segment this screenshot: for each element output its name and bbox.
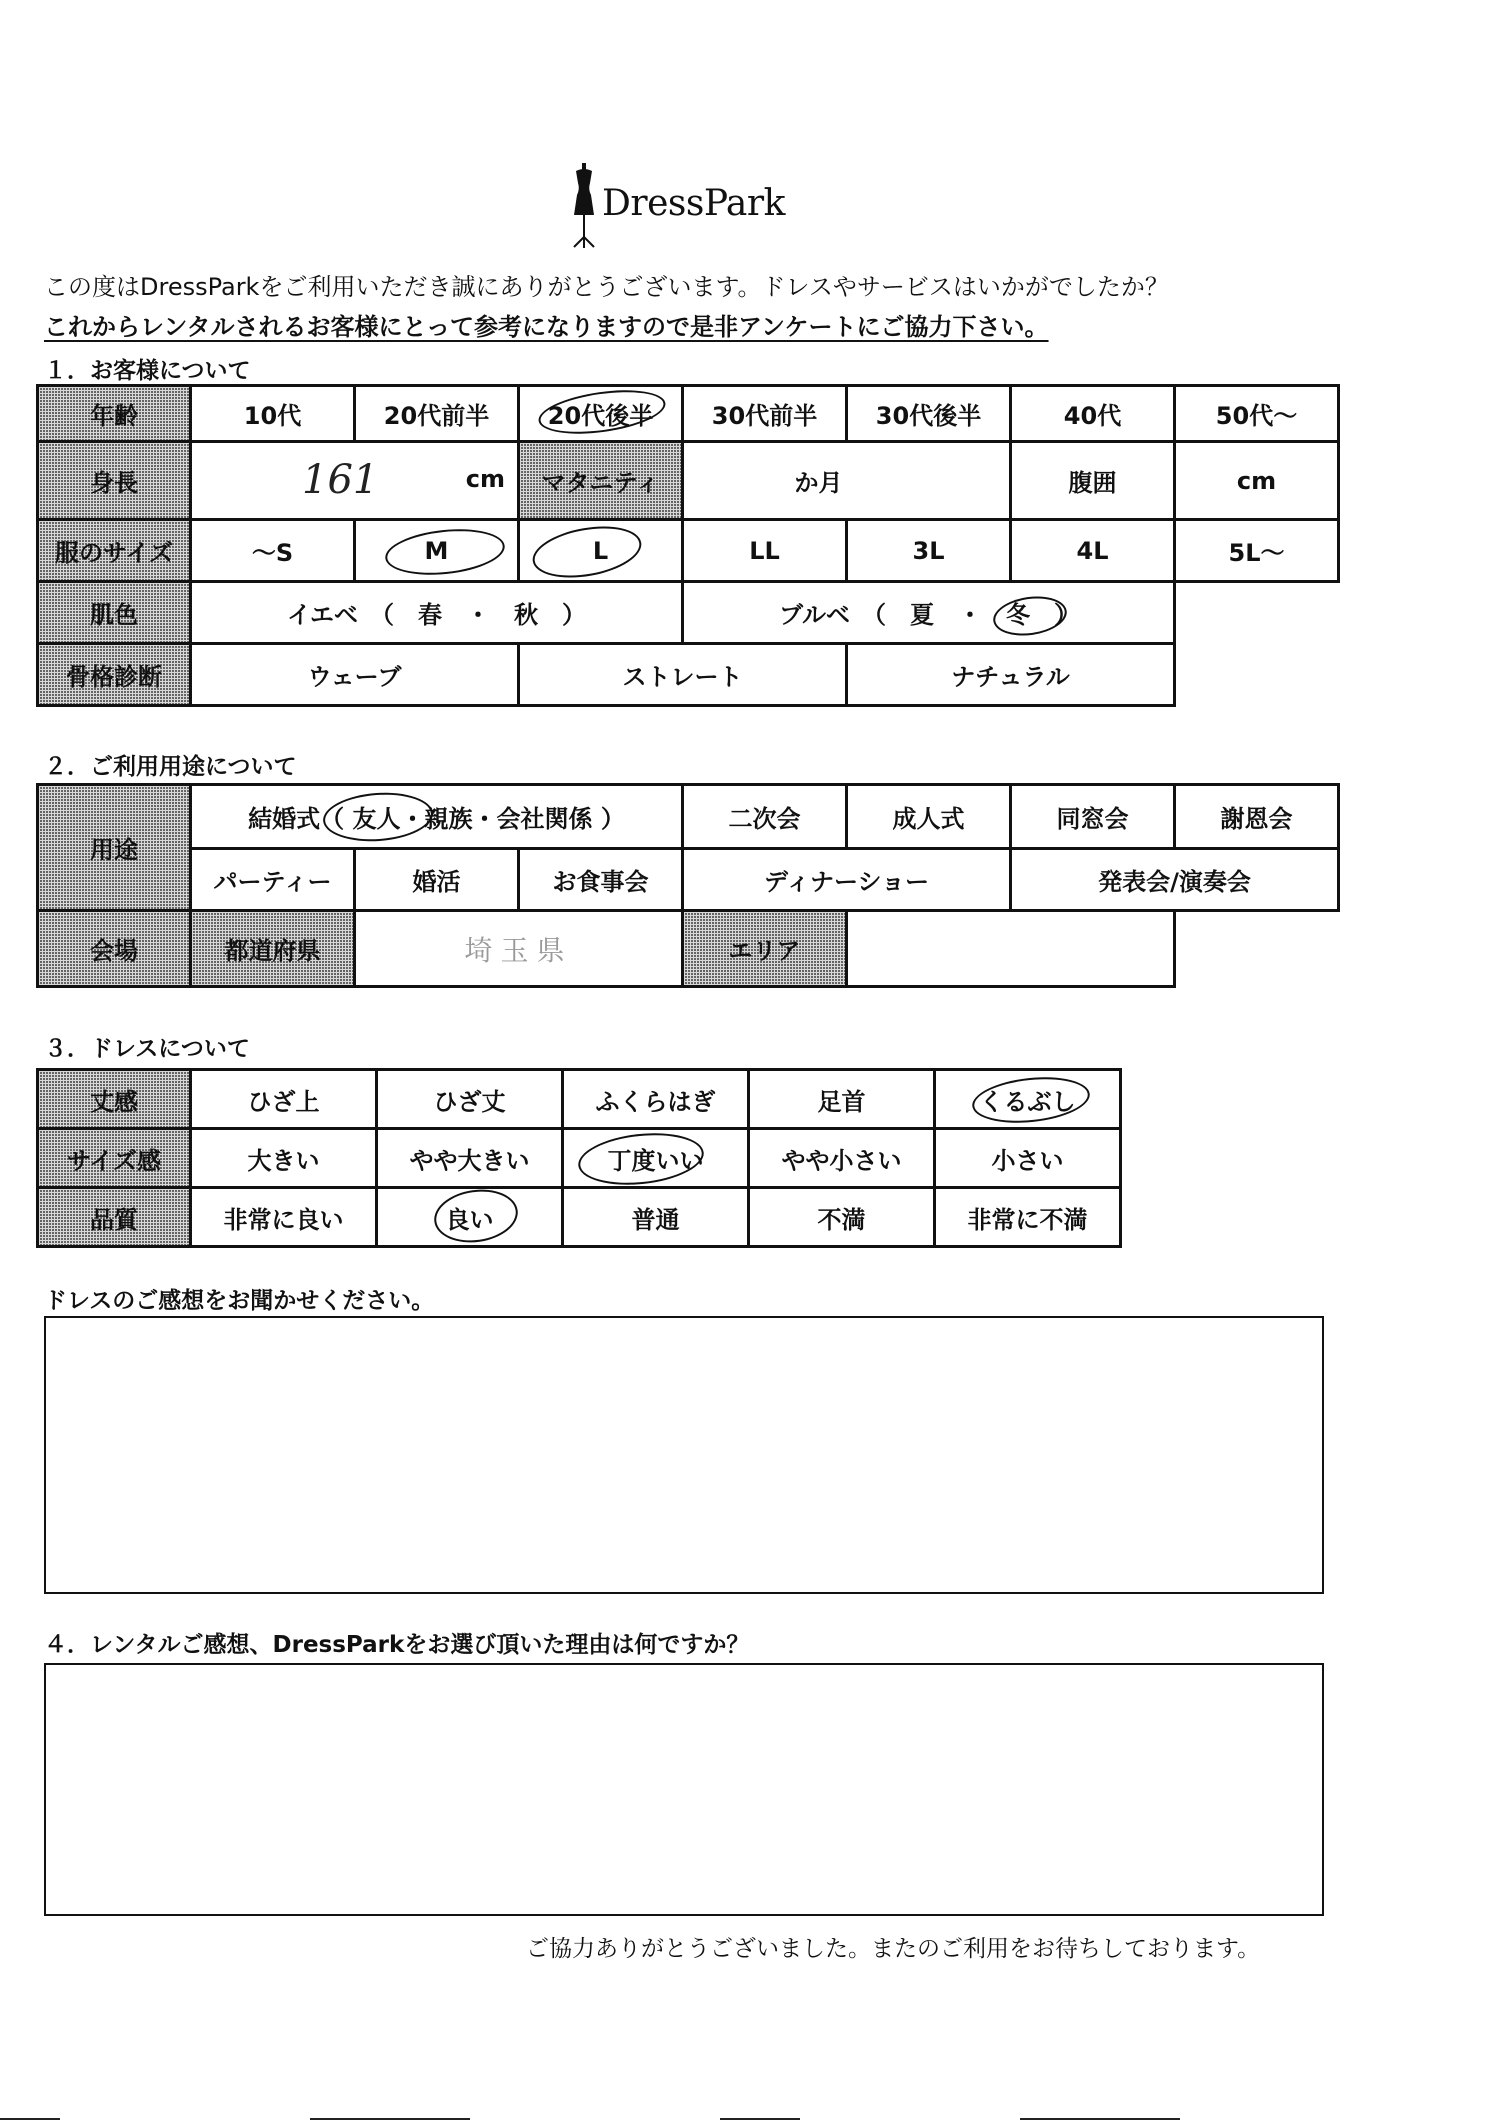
quality-option-selected[interactable]: 良い (377, 1188, 563, 1247)
maternity-months-field[interactable]: か月 (683, 442, 1011, 520)
length-option[interactable]: 足首 (749, 1070, 935, 1129)
age-option[interactable]: 30代前半 (683, 386, 847, 442)
length-option[interactable]: ひざ上 (191, 1070, 377, 1129)
fit-option-selected[interactable]: 丁度いい (563, 1129, 749, 1188)
size-option[interactable]: 5L～ (1175, 520, 1339, 582)
scan-edge-line (1020, 2118, 1180, 2120)
purpose-header: 用途 (38, 785, 191, 911)
quality-option[interactable]: 普通 (563, 1188, 749, 1247)
purpose-option[interactable]: お食事会 (519, 849, 683, 911)
purpose-option[interactable]: ディナーショー (683, 849, 1011, 911)
height-value: 161 (302, 457, 379, 503)
area-field[interactable] (847, 911, 1175, 987)
skeleton-option[interactable]: ストレート (519, 644, 847, 706)
maternity-header: マタニティ (519, 442, 683, 520)
fit-header: サイズ感 (38, 1129, 191, 1188)
age-option[interactable]: 20代前半 (355, 386, 519, 442)
dresspark-logo (566, 163, 796, 249)
scan-edge-line (0, 2118, 60, 2120)
quality-header: 品質 (38, 1188, 191, 1247)
length-option[interactable]: ふくらはぎ (563, 1070, 749, 1129)
section2-title: ２．ご利用用途について (44, 754, 297, 780)
prefecture-header: 都道府県 (191, 911, 355, 987)
purpose-option[interactable]: 発表会/演奏会 (1011, 849, 1339, 911)
intro-line-1: この度はDressParkをご利用いただき誠にありがとうございます。ドレスやサービスはいかがでしたか？ (44, 273, 1169, 301)
waist-label: 腹囲 (1011, 442, 1175, 520)
quality-option[interactable]: 不満 (749, 1188, 935, 1247)
purpose-wedding-option[interactable]: 結婚式（ 友人・親族・会社関係 ） (191, 785, 683, 849)
size-option[interactable]: 3L (847, 520, 1011, 582)
section1-title: １．お客様について (44, 358, 251, 384)
size-option[interactable]: ～S (191, 520, 355, 582)
height-header: 身長 (38, 442, 191, 520)
section3-title: ３．ドレスについて (44, 1036, 250, 1062)
scan-edge-line (310, 2118, 470, 2120)
size-header: 服のサイズ (38, 520, 191, 582)
age-option[interactable]: 50代～ (1175, 386, 1339, 442)
size-option[interactable]: LL (683, 520, 847, 582)
usage-table (36, 783, 1340, 988)
height-field[interactable] (191, 442, 519, 520)
skeleton-option[interactable]: ウェーブ (191, 644, 519, 706)
age-option-selected[interactable]: 20代後半 (519, 386, 683, 442)
purpose-option[interactable]: 婚活 (355, 849, 519, 911)
length-option[interactable]: ひざ丈 (377, 1070, 563, 1129)
fit-option[interactable]: 大きい (191, 1129, 377, 1188)
purpose-option[interactable]: 謝恩会 (1175, 785, 1339, 849)
dress-table (36, 1068, 1122, 1248)
purpose-option[interactable]: 二次会 (683, 785, 847, 849)
prefecture-field[interactable] (355, 911, 683, 987)
area-header: エリア (683, 911, 847, 987)
customer-table (36, 384, 1340, 707)
skin-header: 肌色 (38, 582, 191, 644)
height-unit: cm (465, 465, 505, 493)
skeleton-option[interactable]: ナチュラル (847, 644, 1175, 706)
age-option[interactable]: 10代 (191, 386, 355, 442)
venue-header: 会場 (38, 911, 191, 987)
dress-form-icon (566, 163, 602, 249)
section4-title: ４．レンタルご感想、DressParkをお選び頂いた理由は何ですか？ (44, 1632, 750, 1658)
fit-option[interactable]: 小さい (935, 1129, 1121, 1188)
fit-option[interactable]: やや大きい (377, 1129, 563, 1188)
size-option[interactable]: 4L (1011, 520, 1175, 582)
purpose-option[interactable]: 同窓会 (1011, 785, 1175, 849)
age-header: 年齢 (38, 386, 191, 442)
age-option[interactable]: 30代後半 (847, 386, 1011, 442)
length-option-selected[interactable]: くるぶし (935, 1070, 1121, 1129)
size-option-selected[interactable]: M (355, 520, 519, 582)
quality-option[interactable]: 非常に不満 (935, 1188, 1121, 1247)
purpose-option[interactable]: 成人式 (847, 785, 1011, 849)
fit-option[interactable]: やや小さい (749, 1129, 935, 1188)
intro-line-2: これからレンタルされるお客様にとって参考になりますので是非アンケートにご協力下さい。 (44, 313, 1049, 341)
waist-unit[interactable]: cm (1175, 442, 1339, 520)
rental-comment-box[interactable] (44, 1663, 1324, 1916)
logo-text: DressPark (602, 183, 785, 224)
footer-thanks: ご協力ありがとうございました。またのご利用をお待ちしております。 (526, 1936, 1261, 1962)
scan-edge-line (720, 2118, 800, 2120)
skin-yellow-option[interactable]: イエベ （ 春 ・ 秋 ） (191, 582, 683, 644)
prefecture-value: 埼玉県 (464, 933, 573, 967)
age-option[interactable]: 40代 (1011, 386, 1175, 442)
dress-comment-box[interactable] (44, 1316, 1324, 1594)
size-option-selected[interactable]: L (519, 520, 683, 582)
purpose-option[interactable]: パーティー (191, 849, 355, 911)
quality-option[interactable]: 非常に良い (191, 1188, 377, 1247)
dress-comment-label: ドレスのご感想をお聞かせください。 (44, 1288, 435, 1314)
length-header: 丈感 (38, 1070, 191, 1129)
skeleton-header: 骨格診断 (38, 644, 191, 706)
skin-blue-option[interactable]: ブルベ （ 夏 ・ 冬 ） (683, 582, 1175, 644)
